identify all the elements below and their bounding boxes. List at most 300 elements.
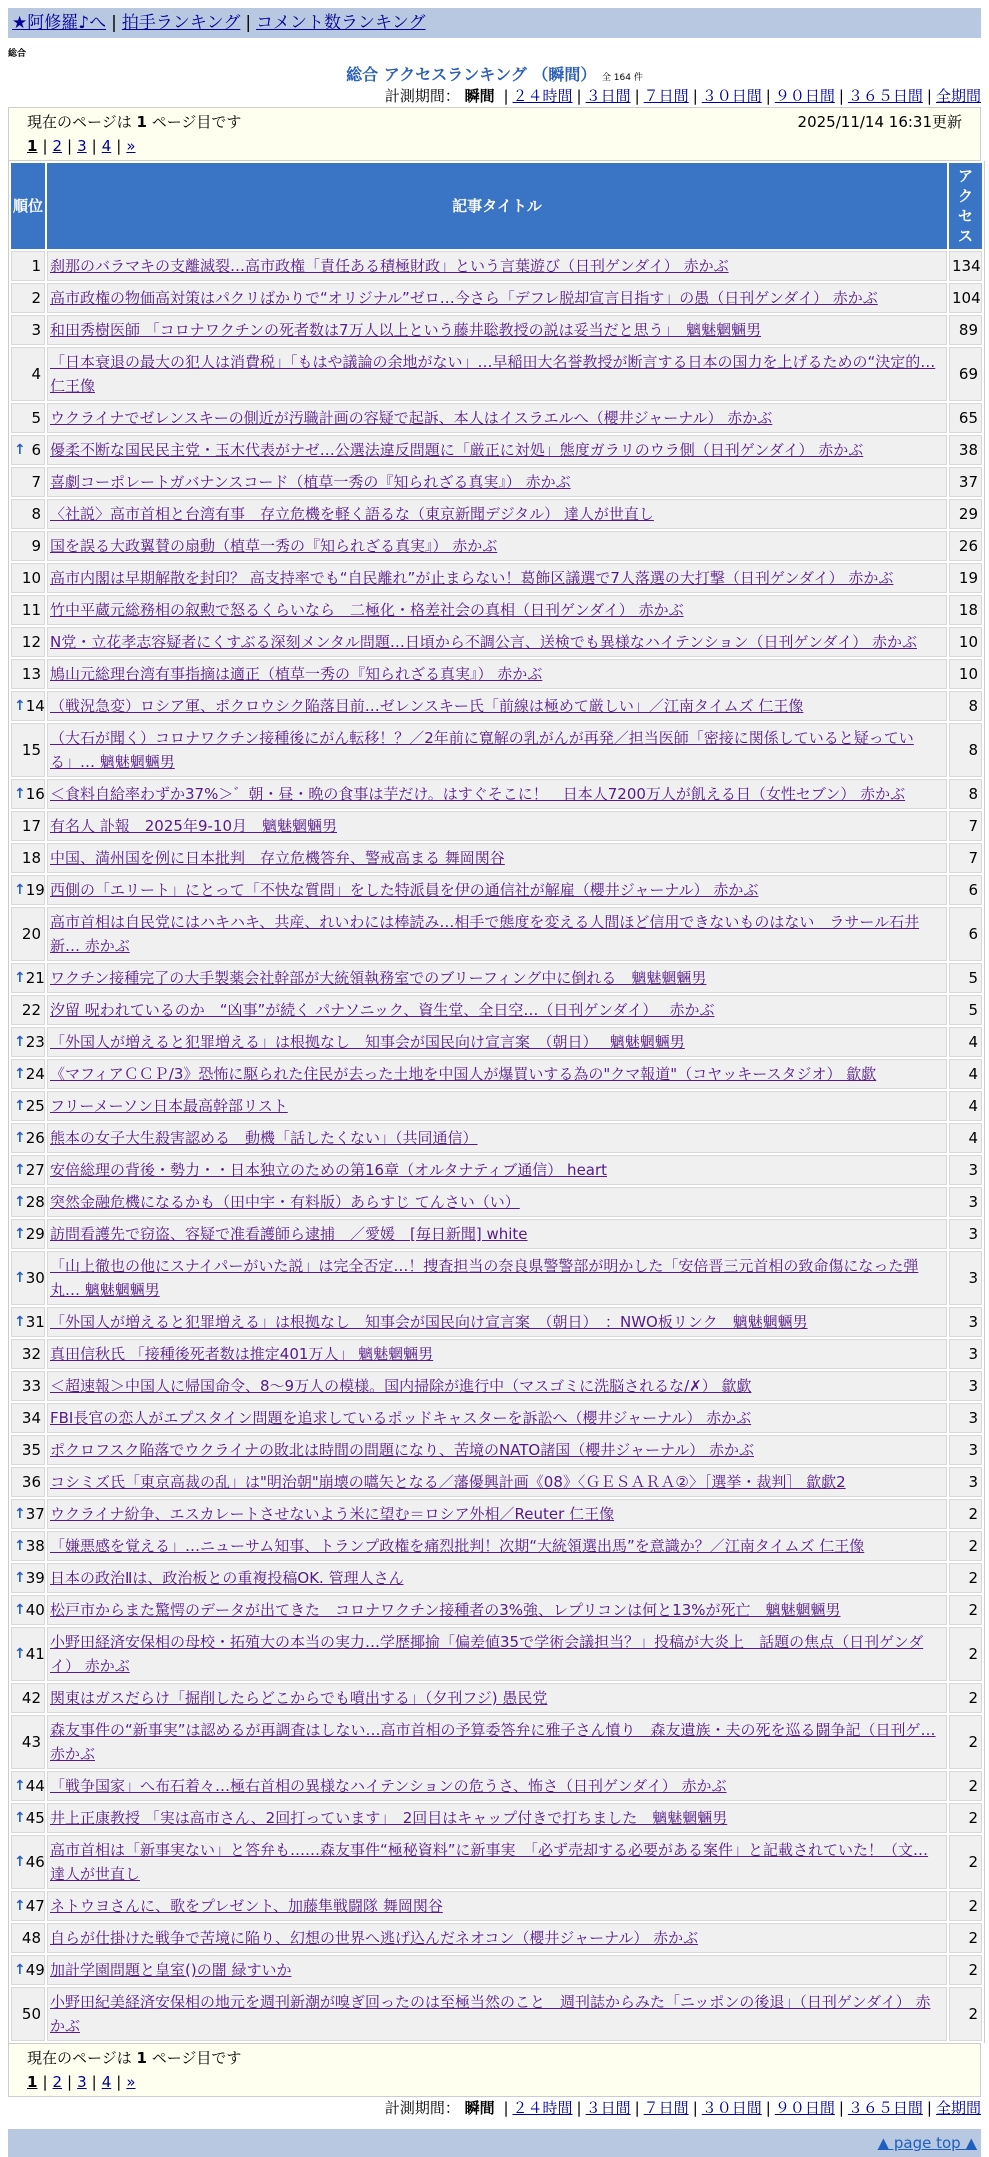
access-count: 2	[949, 1531, 982, 1561]
rank-cell	[11, 1835, 45, 1889]
access-count: 2	[949, 1835, 982, 1889]
rank-number: 48	[21, 1929, 41, 1947]
page-separator: |	[67, 2073, 73, 2091]
rank-number: 35	[21, 1441, 41, 1459]
article-title-link[interactable]: 訪問看護先で窃盗、容疑で准看護師ら逮捕 ／愛媛 [毎日新聞] white	[50, 1225, 528, 1243]
rank-number: 32	[21, 1345, 41, 1363]
article-title-link[interactable]: 突然金融危機になるかも（田中宇・有料版）あらすじ てんさい（い）	[50, 1193, 520, 1211]
article-title-link[interactable]: 西側の「エリート」にとって「不快な質問」をした特派員を伊の通信社が解雇（櫻井ジャーナル） 赤かぶ	[50, 881, 759, 899]
rank-number: 16	[25, 785, 45, 803]
title-cell	[47, 1627, 947, 1681]
nav-separator: |	[111, 13, 117, 33]
rank-number: 30	[25, 1269, 45, 1287]
title-cell	[47, 1499, 947, 1529]
rank-number: 15	[21, 741, 41, 759]
page-link[interactable]: 4	[101, 137, 112, 155]
article-title-link[interactable]: ワクチン接種完了の大手製薬会社幹部が大統領執務室でのブリーフィング中に倒れる 魑魅魍魎男	[50, 969, 707, 987]
access-count: 3	[949, 1467, 982, 1497]
article-title-link[interactable]: 安倍総理の背後・勢力・・日本独立のための第16章（オルタナティブ通信） heart	[50, 1161, 608, 1179]
table-row	[11, 563, 982, 593]
access-count: 2	[949, 1923, 982, 1953]
period-option-link[interactable]: ３日間	[585, 87, 631, 105]
period-separator: |	[838, 87, 844, 105]
title-cell	[47, 1987, 947, 2041]
article-title-link[interactable]: 和田秀樹医師 「コロナワクチンの死者数は7万人以上という藤井聡教授の説は妥当だと思う」 魑魅魍魎男	[50, 321, 762, 339]
article-title-link[interactable]: 自らが仕掛けた戦争で苦境に陥り、幻想の世界へ逃げ込んだネオコン（櫻井ジャーナル） 赤かぶ	[50, 1929, 699, 1947]
period-label-bottom: 計測期間：	[384, 2099, 460, 2117]
access-count: 2	[949, 1627, 982, 1681]
page-separator: |	[116, 137, 122, 155]
rank-number: 41	[25, 1645, 45, 1663]
top-nav-bar	[8, 8, 981, 38]
period-option-link[interactable]: ３０日間	[701, 2099, 762, 2117]
table-row	[11, 1771, 982, 1801]
article-title-link[interactable]: フリーメーソン日本最高幹部リスト	[50, 1097, 288, 1115]
table-row	[11, 1891, 982, 1921]
home-link[interactable]: ★阿修羅♪へ	[12, 13, 107, 33]
rank-up-arrow-icon: ↑	[14, 442, 26, 458]
rank-cell	[11, 1435, 45, 1465]
access-count: 2	[949, 1987, 982, 2041]
period-label: 計測期間：	[384, 87, 460, 105]
table-row	[11, 963, 982, 993]
table-row	[11, 531, 982, 561]
rank-up-arrow-icon: ↑	[14, 786, 26, 802]
page-current: 1	[27, 137, 38, 155]
access-count: 4	[949, 1091, 982, 1121]
total-count: 全 164 件	[601, 73, 643, 83]
article-title-link[interactable]: 井上正康教授 「実は高市さん、2回打っています」 2回目はキャップ付きで打ちました 魑魅魍魎男	[50, 1809, 728, 1827]
rank-number: 5	[31, 409, 41, 427]
rank-number: 2	[31, 289, 41, 307]
title-cell	[47, 843, 947, 873]
rank-number: 36	[21, 1473, 41, 1491]
table-row	[11, 315, 982, 345]
rank-cell	[11, 1715, 45, 1769]
title-cell	[47, 875, 947, 905]
title-cell	[47, 499, 947, 529]
rank-cell	[11, 875, 45, 905]
page-separator: |	[91, 2073, 97, 2091]
rank-number: 7	[31, 473, 41, 491]
title-cell	[47, 435, 947, 465]
access-count: 69	[949, 347, 982, 401]
rank-up-arrow-icon: ↑	[14, 882, 26, 898]
rank-cell	[11, 995, 45, 1025]
article-title-link[interactable]: 「外国人が増えると犯罪増える」は根拠なし 知事会が国民向け宣言案 （朝日） 魑魅魍魎男	[50, 1033, 685, 1051]
rank-cell	[11, 1499, 45, 1529]
access-count: 2	[949, 1955, 982, 1985]
page-link[interactable]: 3	[77, 2073, 87, 2091]
rank-number: 27	[25, 1161, 45, 1179]
article-title-link[interactable]: 〈社説〉高市首相と台湾有事 存立危機を軽く語るな（東京新聞デジタル） 達人が世直し	[50, 505, 654, 523]
table-row	[11, 403, 982, 433]
period-option-link[interactable]: ３日間	[585, 2099, 631, 2117]
rank-number: 9	[31, 537, 41, 555]
page-separator: |	[42, 2073, 48, 2091]
page-link[interactable]: 4	[101, 2073, 112, 2091]
access-count: 2	[949, 1771, 982, 1801]
access-count: 3	[949, 1435, 982, 1465]
title-cell	[47, 531, 947, 561]
table-row	[11, 1307, 982, 1337]
title-cell	[47, 1891, 947, 1921]
rank-number: 44	[25, 1777, 45, 1795]
article-title-link[interactable]: 「山上徹也の他にスナイパーがいた説」は完全否定…！捜査担当の奈良県警警部が明かした「安倍晋三元首相の致命傷になった弾丸… 魑魅魍魎男	[50, 1257, 919, 1299]
rank-up-arrow-icon: ↑	[14, 698, 26, 714]
table-row	[11, 627, 982, 657]
article-title-link[interactable]: 高市首相は「新事実ない」と答弁も……森友事件“極秘資料”に新事実 「必ず売却する必要がある案件」と記載されていた！（文… 達人が世直し	[50, 1841, 929, 1883]
rank-number: 43	[21, 1733, 41, 1751]
rank-cell	[11, 251, 45, 281]
page-title-text: 総合 アクセスランキング （瞬間）	[346, 65, 597, 84]
access-count: 3	[949, 1251, 982, 1305]
title-cell	[47, 1467, 947, 1497]
table-row	[11, 1091, 982, 1121]
period-option-link[interactable]: ２４時間	[512, 87, 573, 105]
rank-cell	[11, 1531, 45, 1561]
rank-number: 8	[31, 505, 41, 523]
category-label: 総合	[8, 49, 27, 59]
article-title-link[interactable]: 松戸市からまた驚愕のデータが出てきた コロナワクチン接種者の3%強、レプリコンは何と13%が死亡 魑魅魍魎男	[50, 1601, 841, 1619]
rank-number: 23	[25, 1033, 45, 1051]
article-title-link[interactable]: コシミズ氏「東京高裁の乱」は"明治朝"崩壊の嚆矢となる／藩優興計画《08》〈ＧＥＳＡＲＡ②〉［選挙・裁判］ 歙歔2	[50, 1473, 846, 1491]
title-cell	[47, 1371, 947, 1401]
title-cell	[47, 1771, 947, 1801]
article-title-link[interactable]: 関東はガスだらけ「掘削したらどこからでも噴出する」（夕刊フジ) 愚民党	[50, 1689, 548, 1707]
rank-cell	[11, 1563, 45, 1593]
rank-number: 49	[25, 1961, 45, 1979]
article-title-link[interactable]: 日本の政治Ⅱは、政治板との重複投稿OK. 管理人さん	[50, 1569, 404, 1587]
rank-up-arrow-icon: ↑	[14, 1226, 26, 1242]
table-row	[11, 1339, 982, 1369]
rank-cell	[11, 659, 45, 689]
page-link[interactable]: 3	[77, 137, 87, 155]
rank-number: 14	[25, 697, 45, 715]
rank-cell	[11, 315, 45, 345]
table-row	[11, 1683, 982, 1713]
rank-cell	[11, 1595, 45, 1625]
title-cell	[47, 1123, 947, 1153]
rank-cell	[11, 1955, 45, 1985]
title-cell	[47, 1251, 947, 1305]
period-option-link[interactable]: ７日間	[643, 2099, 689, 2117]
access-count: 4	[949, 1059, 982, 1089]
rank-number: 39	[25, 1569, 45, 1587]
period-option-link[interactable]: ３６５日間	[847, 2099, 923, 2117]
rank-up-arrow-icon: ↑	[14, 1314, 26, 1330]
page-top-link[interactable]: ▲ page top ▲	[877, 2134, 977, 2152]
access-count: 38	[949, 435, 982, 465]
period-separator: |	[926, 87, 932, 105]
period-option-link[interactable]: 全期間	[935, 2099, 981, 2117]
table-row	[11, 1059, 982, 1089]
column-header-title: 記事タイトル	[47, 163, 947, 249]
rank-up-arrow-icon: ↑	[14, 1066, 26, 1082]
title-cell	[47, 779, 947, 809]
column-header-rank: 順位	[11, 163, 45, 249]
rank-number: 37	[25, 1505, 45, 1523]
title-cell	[47, 723, 947, 777]
access-count: 2	[949, 1803, 982, 1833]
period-separator: |	[576, 2099, 582, 2117]
rank-number: 25	[25, 1097, 45, 1115]
article-title-link[interactable]: 汐留 呪われているのか “凶事”が続く パナソニック、資生堂、全日空…（日刊ゲンダイ） 赤かぶ	[50, 1001, 715, 1019]
rank-number: 1	[31, 257, 41, 275]
access-count: 2	[949, 1715, 982, 1769]
rank-cell	[11, 1187, 45, 1217]
period-option-link[interactable]: ９０日間	[774, 2099, 835, 2117]
next-page-link[interactable]: »	[126, 2073, 136, 2091]
table-row	[11, 691, 982, 721]
period-separator: |	[634, 87, 640, 105]
access-count: 2	[949, 1563, 982, 1593]
table-row	[11, 1955, 982, 1985]
rank-number: 17	[21, 817, 41, 835]
rank-up-arrow-icon: ↑	[14, 1898, 26, 1914]
article-title-link[interactable]: 熊本の女子大生殺害認める 動機「話したくない」（共同通信）	[50, 1129, 478, 1147]
article-title-link[interactable]: 竹中平蔵元総務相の叙勲で怒るくらいなら 二極化・格差社会の真相（日刊ゲンダイ） 赤かぶ	[50, 601, 684, 619]
title-cell	[47, 1595, 947, 1625]
article-title-link[interactable]: 加計学園問題と皇室()の闇 緑すいか	[50, 1961, 292, 1979]
access-count: 7	[949, 843, 982, 873]
table-row	[11, 659, 982, 689]
title-cell	[47, 811, 947, 841]
rank-cell	[11, 1059, 45, 1089]
rank-cell	[11, 595, 45, 625]
rank-number: 26	[25, 1129, 45, 1147]
period-selector-top	[8, 85, 981, 107]
title-cell	[47, 1027, 947, 1057]
period-separator: |	[692, 2099, 698, 2117]
table-row	[11, 1467, 982, 1497]
article-title-link[interactable]: 鳩山元総理台湾有事指摘は適正（植草一秀の『知られざる真実』） 赤かぶ	[50, 665, 543, 683]
table-row	[11, 1499, 982, 1529]
page-link[interactable]: 2	[52, 137, 63, 155]
rank-cell	[11, 1371, 45, 1401]
title-cell	[47, 1307, 947, 1337]
access-count: 8	[949, 723, 982, 777]
rank-cell	[11, 1403, 45, 1433]
article-title-link[interactable]: 「日本衰退の最大の犯人は消費税」「もはや議論の余地がない」…早稲田大名誉教授が断言する日本の国力を上げるための“決定的… 仁王像	[50, 353, 936, 395]
title-cell	[47, 403, 947, 433]
title-cell	[47, 963, 947, 993]
access-count: 26	[949, 531, 982, 561]
rank-number: 40	[25, 1601, 45, 1619]
page-separator: |	[42, 137, 48, 155]
access-count: 3	[949, 1219, 982, 1249]
article-title-link[interactable]: 《マフィアＣＣＰ/3》恐怖に駆られた住民が去った土地を中国人が爆買いする為の"クマ報道"（コヤッキースタジオ） 歙歔	[50, 1065, 877, 1083]
rank-up-arrow-icon: ↑	[14, 970, 26, 986]
rank-cell	[11, 467, 45, 497]
article-title-link[interactable]: 有名人 訃報 2025年9-10月 魑魅魍魎男	[50, 817, 337, 835]
article-title-link[interactable]: ウクライナ紛争、エスカレートさせないよう米に望む＝ロシア外相／Reuter 仁王像	[50, 1505, 615, 1523]
access-count: 134	[949, 251, 982, 281]
rank-cell	[11, 1091, 45, 1121]
period-separator: |	[576, 87, 582, 105]
ranking-table-body	[11, 251, 982, 2041]
rank-cell	[11, 723, 45, 777]
period-separator: |	[692, 87, 698, 105]
rank-up-arrow-icon: ↑	[14, 1098, 26, 1114]
table-row	[11, 1803, 982, 1833]
table-row	[11, 1403, 982, 1433]
table-row	[11, 499, 982, 529]
access-count: 2	[949, 1595, 982, 1625]
article-title-link[interactable]: （大石が聞く）コロナワクチン接種後にがん転移！？／2年前に寛解の乳がんが再発／担当医師「密接に関係していると疑っている」… 魑魅魍魎男	[50, 729, 914, 771]
article-title-link[interactable]: ネトウヨさんに、歌をプレゼント、加藤隼戦闘隊 舞岡関谷	[50, 1897, 443, 1915]
table-row	[11, 467, 982, 497]
access-count: 3	[949, 1339, 982, 1369]
rank-cell	[11, 963, 45, 993]
article-title-link[interactable]: 小野田経済安保相の母校・拓殖大の本当の実力…学歴揶揄「偏差値35で学術会議担当？」投稿が大炎上 話題の焦点（日刊ゲンダイ） 赤かぶ	[50, 1633, 924, 1675]
rank-number: 33	[21, 1377, 41, 1395]
access-count: 19	[949, 563, 982, 593]
table-row	[11, 1715, 982, 1769]
access-count: 5	[949, 963, 982, 993]
rank-number: 46	[25, 1853, 45, 1871]
article-title-link[interactable]: 「嫌悪感を覚える」…ニューサム知事、トランプ政権を痛烈批判！次期“大統領選出馬”を意識か？／江南タイムズ 仁王像	[50, 1537, 865, 1555]
page-link[interactable]: 2	[52, 2073, 63, 2091]
title-cell	[47, 1715, 947, 1769]
article-title-link[interactable]: N党・立花孝志容疑者にくすぶる深刻メンタル問題…日頃から不調公言、送検でも異様なハイテンション（日刊ゲンダイ） 赤かぶ	[50, 633, 918, 651]
article-title-link[interactable]: ＜超速報＞中国人に帰国命令、8～9万人の模様。国内掃除が進行中（マスゴミに洗脳されるな/✗） 歙歔	[50, 1377, 752, 1395]
article-title-link[interactable]: 優柔不断な国民民主党・玉木代表がナゼ…公選法違反問題に「厳正に対処」態度ガラリのウラ側（日刊ゲンダイ） 赤かぶ	[50, 441, 864, 459]
rank-number: 47	[25, 1897, 45, 1915]
page-current: 1	[27, 2073, 38, 2091]
access-count: 8	[949, 691, 982, 721]
article-title-link[interactable]: 「外国人が増えると犯罪増える」は根拠なし 知事会が国民向け宣言案 （朝日） ：NWO板リンク 魑魅魍魎男	[50, 1313, 808, 1331]
rank-number: 3	[31, 321, 41, 339]
title-cell	[47, 907, 947, 961]
title-cell	[47, 1683, 947, 1713]
page-separator: |	[91, 137, 97, 155]
updated-time: 2025/11/14 16:31更新	[797, 113, 962, 131]
title-cell	[47, 315, 947, 345]
article-title-link[interactable]: 中国、満州国を例に日本批判 存立危機答弁、警戒高まる 舞岡関谷	[50, 849, 505, 867]
rank-cell	[11, 1891, 45, 1921]
title-cell	[47, 347, 947, 401]
article-title-link[interactable]: 小野田紀美経済安保相の地元を週刊新潮が嗅ぎ回ったのは至極当然のこと 週刊誌からみた「ニッポンの後退」（日刊ゲンダイ） 赤かぶ	[50, 1993, 931, 2035]
period-option-link[interactable]: ３０日間	[701, 87, 762, 105]
rank-cell	[11, 499, 45, 529]
rank-cell	[11, 1771, 45, 1801]
table-row	[11, 1027, 982, 1057]
period-option-link[interactable]: ３６５日間	[847, 87, 923, 105]
title-cell	[47, 1923, 947, 1953]
rank-number: 31	[25, 1313, 45, 1331]
pager-top	[8, 107, 981, 161]
title-cell	[47, 659, 947, 689]
access-count: 65	[949, 403, 982, 433]
ranking-table	[8, 161, 985, 2043]
rank-number: 21	[25, 969, 45, 987]
period-separator: |	[765, 2099, 771, 2117]
period-current-bottom: 瞬間	[464, 2099, 495, 2117]
rank-cell	[11, 811, 45, 841]
title-cell	[47, 1803, 947, 1833]
rank-cell	[11, 691, 45, 721]
rank-up-arrow-icon: ↑	[14, 1646, 26, 1662]
rank-up-arrow-icon: ↑	[14, 1778, 26, 1794]
period-separator: |	[765, 87, 771, 105]
rank-cell	[11, 435, 45, 465]
article-title-link[interactable]: 喜劇コーポレートガバナンスコード（植草一秀の『知られざる真実』） 赤かぶ	[50, 473, 571, 491]
period-separator: |	[503, 2099, 509, 2117]
rank-up-arrow-icon: ↑	[14, 1854, 26, 1870]
rank-number: 50	[21, 2005, 41, 2023]
article-title-link[interactable]: FBI長官の恋人がエプスタイン問題を追求しているポッドキャスターを訴訟へ（櫻井ジャーナル） 赤かぶ	[50, 1409, 752, 1427]
title-cell	[47, 467, 947, 497]
article-title-link[interactable]: 真田信秋氏 「接種後死者数は推定401万人」 魑魅魍魎男	[50, 1345, 434, 1363]
article-title-link[interactable]: 高市首相は自民党にはハキハキ、共産、れいわには棒読み…相手で態度を変える人間ほど信用できないものはない ラサール石井 新… 赤かぶ	[50, 913, 920, 955]
rank-cell	[11, 779, 45, 809]
rank-cell	[11, 1339, 45, 1369]
rank-number: 6	[31, 441, 41, 459]
title-cell	[47, 1835, 947, 1889]
applause-ranking-link[interactable]: 拍手ランキング	[121, 13, 241, 33]
article-title-link[interactable]: 刹那のバラマキの支離滅裂…高市政権「責任ある積極財政」という言葉遊び（日刊ゲンダイ） 赤かぶ	[50, 257, 729, 275]
article-title-link[interactable]: 「戦争国家」へ布石着々…極右首相の異様なハイテンションの危うさ、怖さ（日刊ゲンダイ） 赤かぶ	[50, 1777, 727, 1795]
access-count: 29	[949, 499, 982, 529]
period-options-bottom	[499, 2099, 981, 2117]
access-count: 3	[949, 1307, 982, 1337]
article-title-link[interactable]: ＜食料自給率わずか37%＞゛朝・昼・晩の食事は芋だけ。はすぐそこに！ 日本人7200万人が飢える日（女性セブン） 赤かぶ	[50, 785, 906, 803]
rank-up-arrow-icon: ↑	[14, 1162, 26, 1178]
period-option-link[interactable]: ７日間	[643, 87, 689, 105]
article-title-link[interactable]: ポクロフスク陥落でウクライナの敗北は時間の問題になり、苦境のNATO諸国（櫻井ジャーナル） 赤かぶ	[50, 1441, 754, 1459]
access-count: 4	[949, 1027, 982, 1057]
access-count: 2	[949, 1683, 982, 1713]
access-count: 10	[949, 659, 982, 689]
page-separator: |	[116, 2073, 122, 2091]
access-count: 3	[949, 1155, 982, 1185]
period-option-link[interactable]: ９０日間	[774, 87, 835, 105]
access-count: 3	[949, 1403, 982, 1433]
table-row	[11, 595, 982, 625]
article-title-link[interactable]: 高市内閣は早期解散を封印？ 高支持率でも“自民離れ”が止まらない！葛飾区議選で7人落選の大打撃（日刊ゲンダイ） 赤かぶ	[50, 569, 894, 587]
article-title-link[interactable]: 国を誤る大政翼賛の扇動（植草一秀の『知られざる真実』） 赤かぶ	[50, 537, 498, 555]
title-cell	[47, 1219, 947, 1249]
table-row	[11, 1219, 982, 1249]
article-title-link[interactable]: ウクライナでゼレンスキーの側近が汚職計画の容疑で起訴、本人はイスラエルへ（櫻井ジャーナル） 赤かぶ	[50, 409, 773, 427]
rank-number: 22	[21, 1001, 41, 1019]
article-title-link[interactable]: 高市政権の物価高対策はパクリばかりで“オリジナル”ゼロ…今さら「デフレ脱却宣言目指す」の愚（日刊ゲンダイ） 赤かぶ	[50, 289, 878, 307]
period-option-link[interactable]: ２４時間	[512, 2099, 573, 2117]
article-title-link[interactable]: 森友事件の“新事実”は認めるが再調査はしない…高市首相の予算委答弁に雅子さん憤り 森友遺族・夫の死を巡る闘争記（日刊ゲ… 赤かぶ	[50, 1721, 936, 1763]
title-cell	[47, 691, 947, 721]
title-cell	[47, 1187, 947, 1217]
rank-cell	[11, 1803, 45, 1833]
table-row	[11, 1187, 982, 1217]
article-title-link[interactable]: （戦況急変）ロシア軍、ポクロウシク陥落目前…ゼレンスキー氏「前線は極めて厳しい」／江南タイムズ 仁王像	[50, 697, 804, 715]
access-count: 2	[949, 1499, 982, 1529]
next-page-link[interactable]: »	[126, 137, 136, 155]
table-row	[11, 779, 982, 809]
rank-cell	[11, 1027, 45, 1057]
comment-ranking-link[interactable]: コメント数ランキング	[256, 13, 426, 33]
table-row	[11, 1435, 982, 1465]
access-count: 3	[949, 1371, 982, 1401]
period-option-link[interactable]: 全期間	[935, 87, 981, 105]
table-row	[11, 843, 982, 873]
rank-cell	[11, 627, 45, 657]
period-selector-bottom	[8, 2097, 981, 2119]
access-count: 37	[949, 467, 982, 497]
access-count: 18	[949, 595, 982, 625]
table-row	[11, 875, 982, 905]
table-row	[11, 1835, 982, 1889]
